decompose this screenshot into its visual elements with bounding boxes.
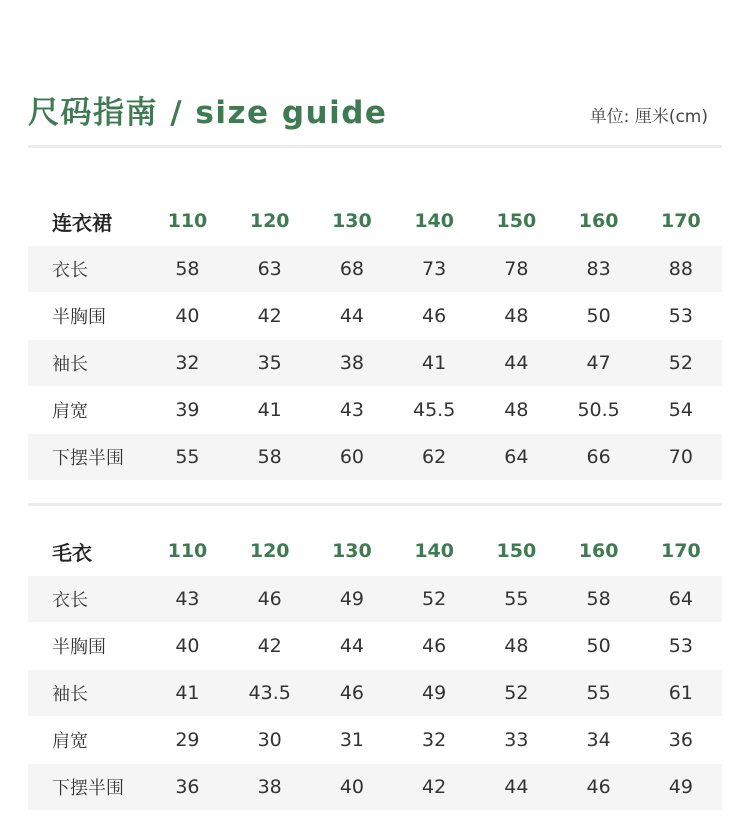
measurement-value: 73 [393, 246, 475, 293]
measurement-value: 44 [475, 340, 557, 387]
measurement-value: 30 [229, 717, 311, 764]
table-row [28, 387, 722, 434]
measurement-value: 49 [640, 764, 722, 811]
measurement-value: 55 [558, 670, 640, 717]
measurement-value: 49 [393, 670, 475, 717]
measurement-value: 40 [146, 293, 228, 340]
size-header: 170 [661, 540, 701, 562]
measurement-label: 下摆半围 [28, 764, 146, 811]
measurement-value: 61 [640, 670, 722, 717]
measurement-value: 58 [229, 434, 311, 481]
measurement-value: 43 [146, 576, 228, 623]
product-name: 毛衣 [52, 540, 92, 565]
size-header: 170 [661, 210, 701, 232]
measurement-value: 62 [393, 434, 475, 481]
size-header: 130 [332, 210, 372, 232]
table-row [28, 576, 722, 623]
measurement-value: 48 [475, 387, 557, 434]
measurement-value: 42 [393, 764, 475, 811]
size-header: 110 [167, 540, 208, 562]
measurement-value: 40 [146, 623, 228, 670]
measurement-value: 42 [229, 623, 311, 670]
measurement-label: 肩宽 [28, 717, 146, 764]
size-header: 140 [414, 210, 454, 232]
measurement-value: 38 [229, 764, 311, 811]
size-header: 140 [414, 540, 454, 562]
measurement-label: 衣长 [28, 246, 146, 293]
size-header: 120 [249, 210, 290, 232]
measurement-value: 48 [475, 293, 557, 340]
size-header: 160 [578, 210, 619, 232]
measurement-value: 66 [558, 434, 640, 481]
sweater-size-table [28, 526, 722, 811]
measurement-label: 衣长 [28, 576, 146, 623]
measurement-value: 53 [640, 623, 722, 670]
measurement-value: 47 [558, 340, 640, 387]
measurement-value: 58 [558, 576, 640, 623]
measurement-value: 31 [311, 717, 393, 764]
measurement-value: 41 [229, 387, 311, 434]
measurement-value: 64 [640, 576, 722, 623]
size-header: 130 [332, 540, 372, 562]
dress-size-table [28, 196, 722, 481]
product-name: 连衣裙 [52, 210, 112, 235]
measurement-value: 55 [146, 434, 228, 481]
table-row [28, 764, 722, 811]
measurement-value: 50 [558, 623, 640, 670]
measurement-value: 68 [311, 246, 393, 293]
table-row [28, 246, 722, 293]
measurement-value: 64 [475, 434, 557, 481]
measurement-value: 63 [229, 246, 311, 293]
table-header-row [28, 196, 722, 246]
measurement-value: 43.5 [229, 670, 311, 717]
measurement-value: 54 [640, 387, 722, 434]
measurement-value: 88 [640, 246, 722, 293]
unit-label: 单位: 厘米(cm) [589, 107, 708, 127]
measurement-label: 肩宽 [28, 387, 146, 434]
measurement-label: 下摆半围 [28, 434, 146, 481]
measurement-value: 41 [146, 670, 228, 717]
measurement-value: 32 [393, 717, 475, 764]
size-header: 150 [496, 540, 537, 562]
measurement-value: 48 [475, 623, 557, 670]
measurement-value: 50.5 [558, 387, 640, 434]
measurement-value: 35 [229, 340, 311, 387]
table-row [28, 623, 722, 670]
table-row [28, 717, 722, 764]
table-header-row [28, 526, 722, 576]
measurement-value: 32 [146, 340, 228, 387]
table-row [28, 293, 722, 340]
measurement-value: 39 [146, 387, 228, 434]
size-header: 150 [496, 210, 537, 232]
measurement-value: 46 [558, 764, 640, 811]
page-header [28, 82, 722, 142]
measurement-value: 40 [311, 764, 393, 811]
table-row [28, 434, 722, 481]
measurement-label: 袖长 [28, 670, 146, 717]
header-divider [28, 145, 722, 148]
measurement-value: 70 [640, 434, 722, 481]
measurement-value: 50 [558, 293, 640, 340]
measurement-value: 41 [393, 340, 475, 387]
section-divider [28, 503, 722, 506]
measurement-value: 46 [393, 623, 475, 670]
size-header: 160 [578, 540, 619, 562]
table-row [28, 670, 722, 717]
measurement-value: 33 [475, 717, 557, 764]
measurement-value: 36 [146, 764, 228, 811]
measurement-value: 45.5 [393, 387, 475, 434]
measurement-value: 44 [311, 623, 393, 670]
measurement-value: 34 [558, 717, 640, 764]
measurement-value: 44 [475, 764, 557, 811]
table-row [28, 340, 722, 387]
measurement-label: 半胸围 [28, 293, 146, 340]
measurement-value: 44 [311, 293, 393, 340]
measurement-value: 49 [311, 576, 393, 623]
measurement-label: 半胸围 [28, 623, 146, 670]
measurement-value: 60 [311, 434, 393, 481]
measurement-value: 42 [229, 293, 311, 340]
measurement-value: 53 [640, 293, 722, 340]
measurement-value: 58 [146, 246, 228, 293]
measurement-value: 52 [393, 576, 475, 623]
measurement-value: 46 [311, 670, 393, 717]
measurement-value: 43 [311, 387, 393, 434]
measurement-value: 36 [640, 717, 722, 764]
measurement-value: 55 [475, 576, 557, 623]
measurement-value: 52 [640, 340, 722, 387]
measurement-value: 38 [311, 340, 393, 387]
measurement-value: 52 [475, 670, 557, 717]
size-header: 110 [167, 210, 208, 232]
measurement-value: 78 [475, 246, 557, 293]
page-title: 尺码指南 / size guide [28, 95, 388, 131]
size-header: 120 [249, 540, 290, 562]
measurement-value: 83 [558, 246, 640, 293]
measurement-value: 46 [393, 293, 475, 340]
measurement-label: 袖长 [28, 340, 146, 387]
measurement-value: 46 [229, 576, 311, 623]
measurement-value: 29 [146, 717, 228, 764]
